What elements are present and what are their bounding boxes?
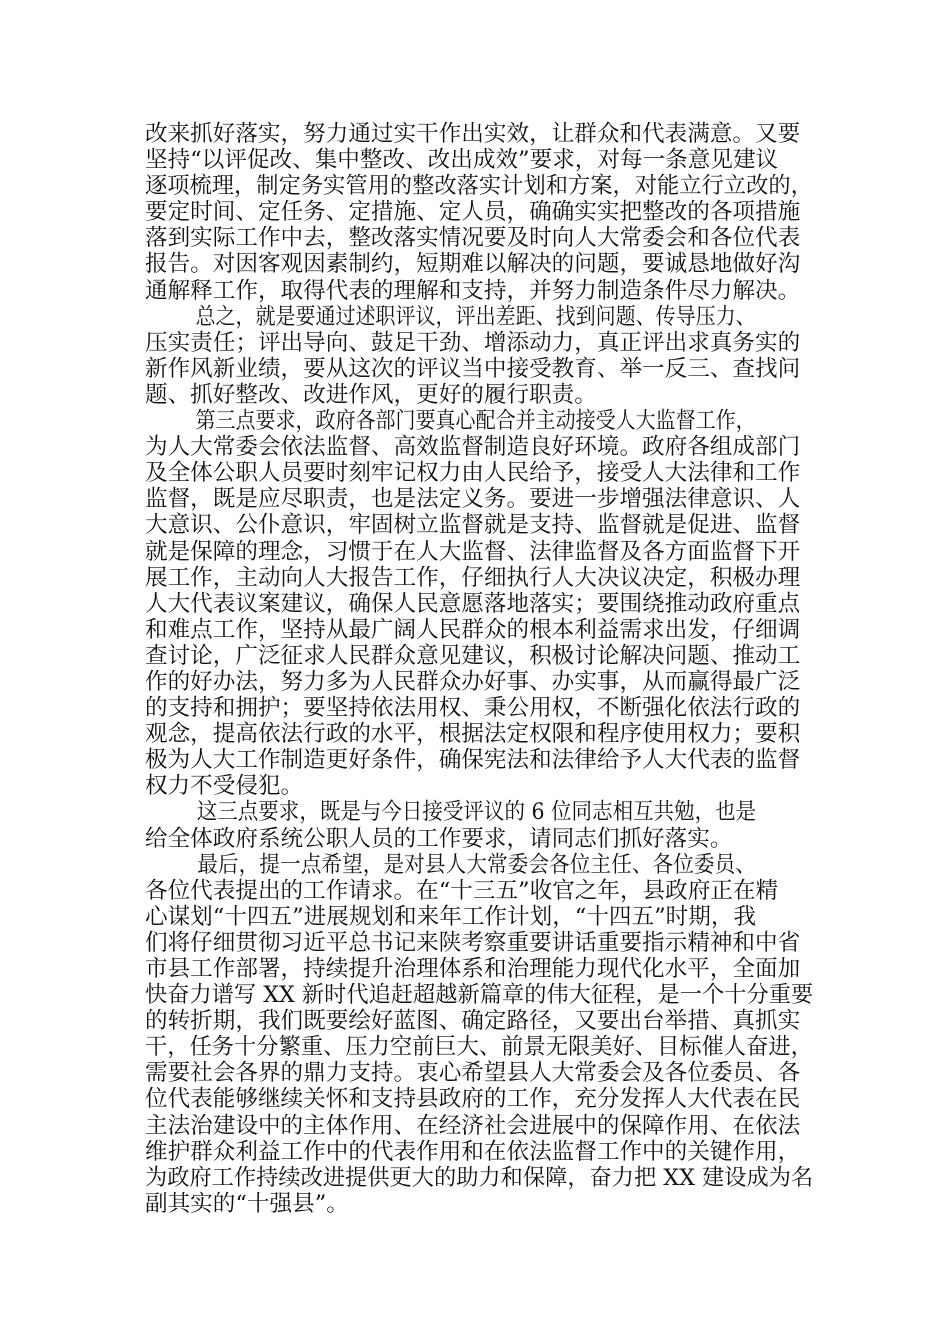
text-line: 查讨论，广泛征求人民群众意见建议，积极讨论解决问题、推动工	[145, 642, 801, 669]
text-line: 坚持“以评促改、集中整改、改出成效”要求，对每一条意见建议	[145, 147, 779, 174]
text-line: 为政府工作持续改进提供更大的助力和保障，奋力把 XX 建设成为名	[145, 1164, 814, 1191]
text-line: 监督，既是应尽职责，也是法定义务。要进一步增强法律意识、人	[145, 486, 801, 513]
text-line: 位代表能够继续关怀和支持县政府的工作，充分发挥人大代表在民	[145, 1086, 801, 1113]
text-line: 干，任务十分繁重、压力空前巨大、前景无限美好、目标催人奋进，	[145, 1034, 813, 1061]
text-line: 展工作，主动向人大报告工作，仔细执行人大决议决定，积极办理	[145, 564, 801, 591]
text-line: 主法治建设中的主体作用、在经济社会进展中的保障作用、在依法	[145, 1112, 801, 1139]
text-line: 们将仔细贯彻习近平总书记来陕考察重要讲话重要指示精神和中省	[145, 929, 801, 956]
text-line: 报告。对因客观因素制约，短期难以解决的问题，要诚恳地做好沟	[145, 251, 801, 278]
text-line: 维护群众利益工作中的代表作用和在依法监督工作中的关键作用，	[145, 1138, 801, 1165]
text-line: 心谋划“十四五”进展规划和来年工作计划，“十四五”时期，我	[145, 903, 757, 930]
text-line: 落到实际工作中去，整改落实情况要及时向人大常委会和各位代表	[145, 225, 801, 252]
text-line: 需要社会各界的鼎力支持。衷心希望县人大常委会及各位委员、各	[145, 1060, 801, 1087]
text-line: 通解释工作，取得代表的理解和支持，并努力制造条件尽力解决。	[145, 277, 801, 304]
text-line: 的转折期，我们既要绘好蓝图、确定路径，又要出台举措、真抓实	[145, 1008, 801, 1035]
text-line: 的支持和拥护；要坚持依法用权、秉公用权，不断强化依法行政的	[145, 695, 801, 722]
text-line: 为人大常委会依法监督、高效监督制造良好环境。政府各组成部门	[145, 434, 801, 461]
text-line: 权力不受侵犯。	[145, 773, 304, 800]
text-line: 就是保障的理念，习惯于在人大监督、法律监督及各方面监督下开	[145, 538, 801, 565]
text-line: 副其实的“十强县”。	[145, 1190, 349, 1217]
text-line: 题、抓好整改、改进作风，更好的履行职责。	[145, 381, 597, 408]
text-line: 大意识、公仆意识，牢固树立监督就是支持、监督就是促进、监督	[145, 512, 801, 539]
text-line: 和难点工作，坚持从最广阔人民群众的根本利益需求出发，仔细调	[145, 616, 801, 643]
text-line: 给全体政府系统公职人员的工作要求，请同志们抓好落实。	[145, 825, 733, 852]
text-line: 压实责任；评出导向、鼓足干劲、增添动力，真正评出求真务实的	[145, 329, 801, 356]
paragraph-first-line: 总之，就是要通过述职评议，评出差距、找到问题、传导压力、	[195, 303, 756, 330]
text-line: 作的好办法，努力多为人民群众办好事、办实事，从而赢得最广泛	[145, 668, 801, 695]
paragraph-first-line: 这三点要求，既是与今日接受评议的 6 位同志相互共勉，也是	[196, 799, 757, 826]
text-line: 及全体公职人员要时刻牢记权力由人民给予，接受人大法律和工作	[145, 460, 801, 487]
text-line: 快奋力谱写 XX 新时代追赶超越新篇章的伟大征程，是一个十分重要	[145, 982, 814, 1009]
text-line: 逐项梳理，制定务实管用的整改落实计划和方案，对能立行立改的，	[145, 173, 813, 200]
document-body-text	[145, 121, 814, 1217]
paragraph-first-line: 最后，提一点希望，是对县人大常委会各位主任、各位委员、	[197, 851, 757, 878]
text-line: 极为人大工作制造更好条件，确保宪法和法律给予人大代表的监督	[145, 747, 801, 774]
paragraph-first-line: 第三点要求，政府各部门要真心配合并主动接受人大监督工作，	[195, 408, 756, 435]
text-line: 观念，提高依法行政的水平，根据法定权限和程序使用权力；要积	[145, 721, 801, 748]
text-line: 市县工作部署，持续提升治理体系和治理能力现代化水平，全面加	[145, 956, 801, 982]
text-line: 各位代表提出的工作请求。在“十三五”收官之年，县政府正在精	[145, 877, 779, 904]
text-line: 要定时间、定任务、定措施、定人员，确确实实把整改的各项措施	[145, 199, 801, 226]
text-line: 新作风新业绩，要从这次的评议当中接受教育、举一反三、查找问	[145, 355, 801, 382]
text-line: 人大代表议案建议，确保人民意愿落地落实；要围绕推动政府重点	[145, 590, 801, 617]
text-line: 改来抓好落实，努力通过实干作出实效，让群众和代表满意。又要	[145, 121, 801, 147]
